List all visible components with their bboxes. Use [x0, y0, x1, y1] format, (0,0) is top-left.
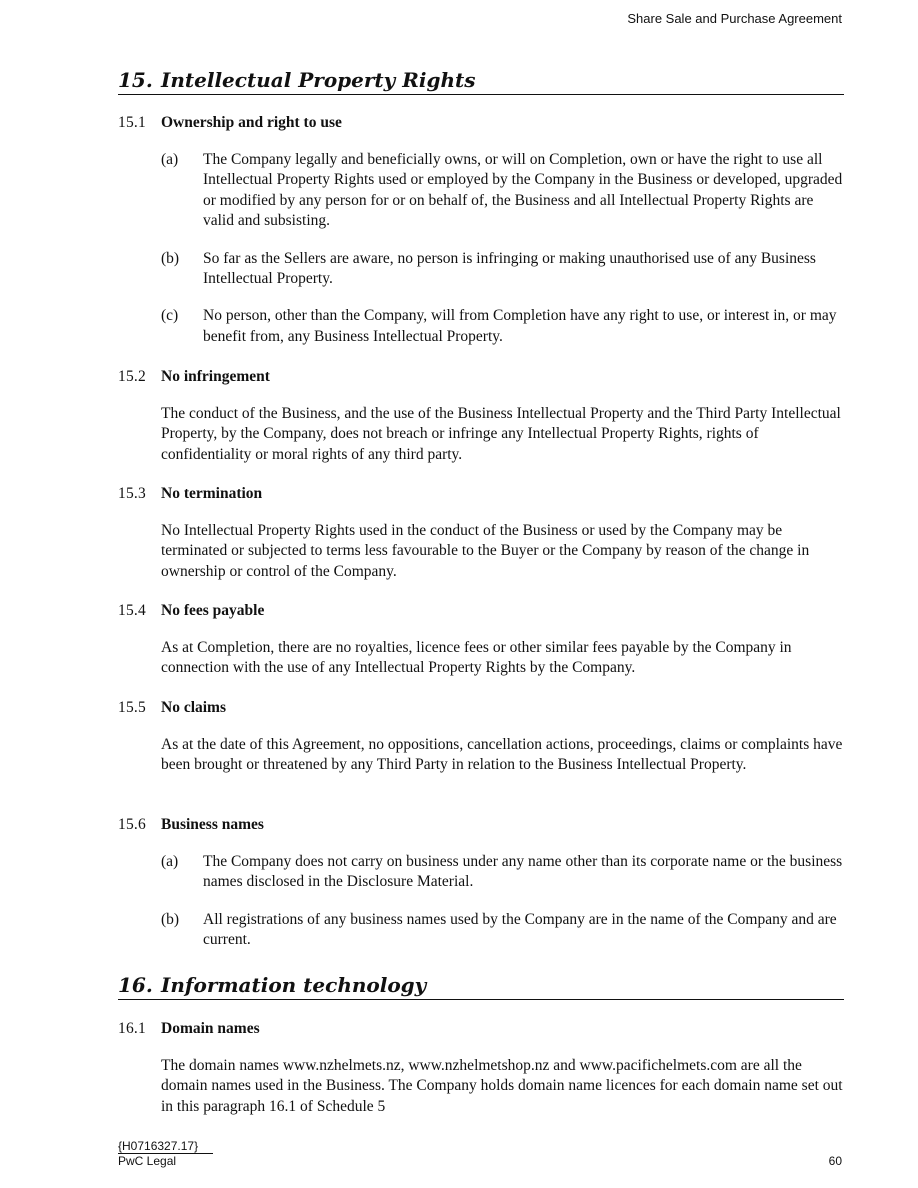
clause-text: The domain names www.nzhelmets.nz, www.nzhelmetshop.nz and www.pacifichelmets.com are all the domain names used in the Business. The Company holds domain name licences for each domain name set out in this paragraph 16.1 of Schedule 5	[161, 1057, 843, 1115]
clause-title: Domain names	[161, 1020, 260, 1037]
section-heading-15	[118, 67, 844, 95]
list-item	[161, 306, 844, 347]
clause-number: 16.1	[118, 1020, 146, 1037]
firm-name: PwC Legal	[118, 1154, 177, 1168]
clause-text: No Intellectual Property Rights used in the conduct of the Business or used by the Company may be terminated or subjected to terms less favourable to the Buyer or the Company by reason of the change in ownership or control of the Company.	[161, 522, 810, 580]
page-number: 60	[828, 1154, 842, 1168]
list-item	[161, 249, 844, 290]
item-label: (b)	[161, 249, 180, 267]
list-item	[161, 150, 844, 232]
item-text: The Company legally and beneficially owns, or will on Completion, own or have the right to use all Intellectual Property Rights used or employed by the Company in the Business or developed, upgraded or modified by any person for or on behalf of, the Business and all Intellectual Property Rights are valid and subsisting.	[203, 151, 843, 230]
running-header: Share Sale and Purchase Agreement	[627, 11, 842, 26]
clause-text: As at Completion, there are no royalties, licence fees or other similar fees payable by the Company in connection with the use of any Intellectual Property Rights by the Company.	[161, 639, 792, 677]
item-text: All registrations of any business names used by the Company are in the name of the Company and are current.	[203, 910, 837, 949]
clause-items	[118, 150, 844, 347]
item-label: (a)	[161, 853, 179, 870]
section-heading-16	[118, 972, 844, 1000]
document-reference: {H0716327.17}	[118, 1139, 199, 1153]
clause-items	[118, 852, 844, 951]
item-text: No person, other than the Company, will from Completion have any right to use, or interest in, or may benefit from, any Business Intellectual Property.	[203, 307, 837, 345]
clause-15-1	[118, 113, 844, 347]
item-label: (a)	[161, 151, 179, 168]
clause-number: 15.4	[118, 602, 146, 619]
clause-15-3	[118, 484, 844, 582]
clause-heading	[118, 484, 844, 504]
clause-15-2	[118, 367, 844, 465]
section-title: Intellectual Property Rights	[161, 68, 476, 92]
clause-number: 15.2	[118, 368, 146, 385]
clause-heading	[118, 698, 844, 718]
clause-heading	[118, 1019, 844, 1039]
section-title: Information technology	[161, 973, 427, 997]
clause-title: Ownership and right to use	[161, 114, 342, 131]
clause-title: Business names	[161, 816, 264, 833]
clause-title: No termination	[161, 485, 263, 502]
clause-heading	[118, 367, 844, 387]
list-item	[161, 852, 844, 893]
section-number: 16.	[118, 973, 153, 997]
list-item	[161, 910, 844, 951]
section-number: 15.	[118, 68, 153, 92]
item-text: The Company does not carry on business under any name other than its corporate name or the business names disclosed in the Disclosure Material.	[203, 853, 843, 891]
item-label: (b)	[161, 910, 180, 928]
clause-number: 15.3	[118, 485, 146, 502]
clause-15-4	[118, 601, 844, 679]
clause-heading	[118, 815, 844, 835]
clause-number: 15.5	[118, 699, 146, 716]
clause-title: No infringement	[161, 368, 270, 385]
clause-number: 15.1	[118, 114, 146, 131]
clause-15-6	[118, 815, 844, 951]
clause-heading	[118, 113, 844, 133]
clause-number: 15.6	[118, 816, 146, 833]
clause-15-5	[118, 698, 844, 776]
clause-text: The conduct of the Business, and the use of the Business Intellectual Property and the Third Party Intellectual Property, by the Company, does not breach or infringe any Intellectual Property Rights, rights of confidentiality or moral rights of any third party.	[161, 405, 841, 463]
item-text: So far as the Sellers are aware, no person is infringing or making unauthorised use of any Business Intellectual Property.	[203, 249, 816, 288]
item-label: (c)	[161, 307, 179, 325]
clause-text: As at the date of this Agreement, no oppositions, cancellation actions, proceedings, claims or complaints have been brought or threatened by any Third Party in relation to the Business Intellectual Property.	[161, 736, 843, 774]
clause-heading	[118, 601, 844, 621]
clause-16-1	[118, 1019, 844, 1117]
clause-title: No claims	[161, 699, 227, 716]
clause-title: No fees payable	[161, 602, 265, 619]
